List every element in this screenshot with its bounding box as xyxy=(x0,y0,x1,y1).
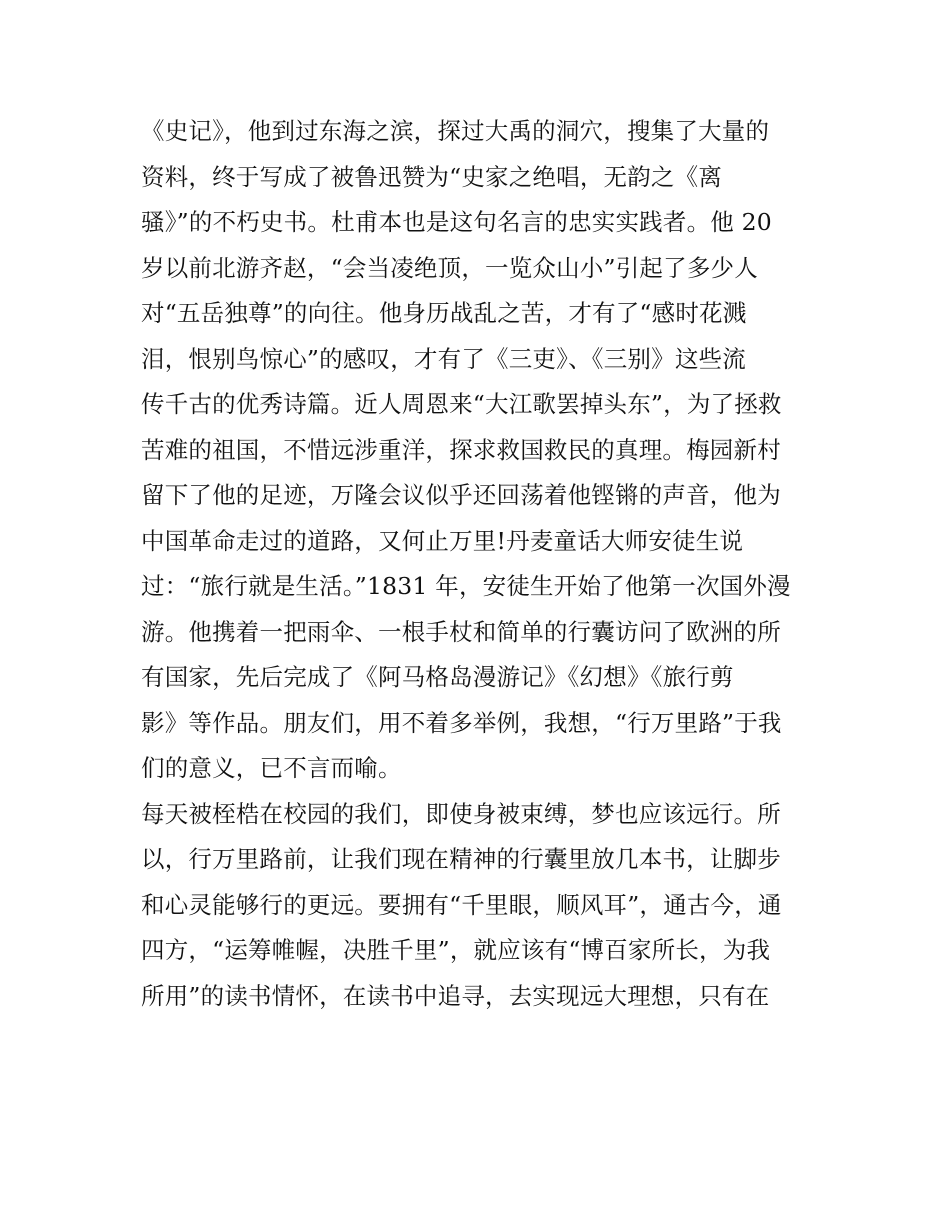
text-line: 苦难的祖国，不惜远涉重洋，探求救国救民的真理。梅园新村 xyxy=(141,435,781,464)
text-line: 留下了他的足迹，万隆会议似乎还回荡着他铿锵的声音，他为 xyxy=(141,481,781,509)
text-line: 四方，“运筹帷幄，决胜千里”，就应该有“博百家所长，为我 xyxy=(141,936,771,964)
text-line: 们的意义，已不言而喻。 xyxy=(141,754,402,782)
text-line: 资料，终于写成了被鲁迅赞为“史家之绝唱，无韵之《离 xyxy=(141,162,723,191)
text-line: 游。他携着一把雨伞、一根手杖和简单的行囊访问了欧洲的所 xyxy=(141,617,781,646)
text-line: 泪，恨别鸟惊心”的感叹，才有了《三吏》、《三别》这些流 xyxy=(141,344,746,373)
text-line: 骚》”的不朽史书。杜甫本也是这句名言的忠实实践者。他 20 xyxy=(141,208,772,236)
text-line: 所用”的读书情怀，在读书中追寻，去实现远大理想，只有在 xyxy=(141,981,770,1010)
text-line: 以，行万里路前，让我们现在精神的行囊里放几本书，让脚步 xyxy=(141,845,781,873)
text-line: 每天被桎梏在校园的我们，即使身被束缚，梦也应该远行。所 xyxy=(141,799,781,828)
text-line: 传千古的优秀诗篇。近人周恩来“大江歌罢掉头东”，为了拯救 xyxy=(141,390,782,418)
text-line: 影》等作品。朋友们，用不着多举例，我想，“行万里路”于我 xyxy=(141,708,782,737)
text-line: 对“五岳独尊”的向往。他身历战乱之苦，才有了“感时花溅 xyxy=(141,299,747,327)
text-line: 《史记》，他到过东海之滨，探过大禹的洞穴，搜集了大量的 xyxy=(141,117,770,145)
text-line: 岁以前北游齐赵，“会当凌绝顶，一览众山小”引起了多少人 xyxy=(141,253,758,282)
text-line: 和心灵能够行的更远。要拥有“千里眼，顺风耳”，通古今，通 xyxy=(141,890,782,919)
body-text xyxy=(141,109,831,1019)
text-line: 中国革命走过的道路，又何止万里!丹麦童话大师安徒生说 xyxy=(141,526,744,555)
text-line: 过：“旅行就是生活。”1831 年，安徒生开始了他第一次国外漫 xyxy=(141,572,791,600)
text-line: 有国家，先后完成了《阿马格岛漫游记》《幻想》《旅行剪 xyxy=(141,663,734,691)
